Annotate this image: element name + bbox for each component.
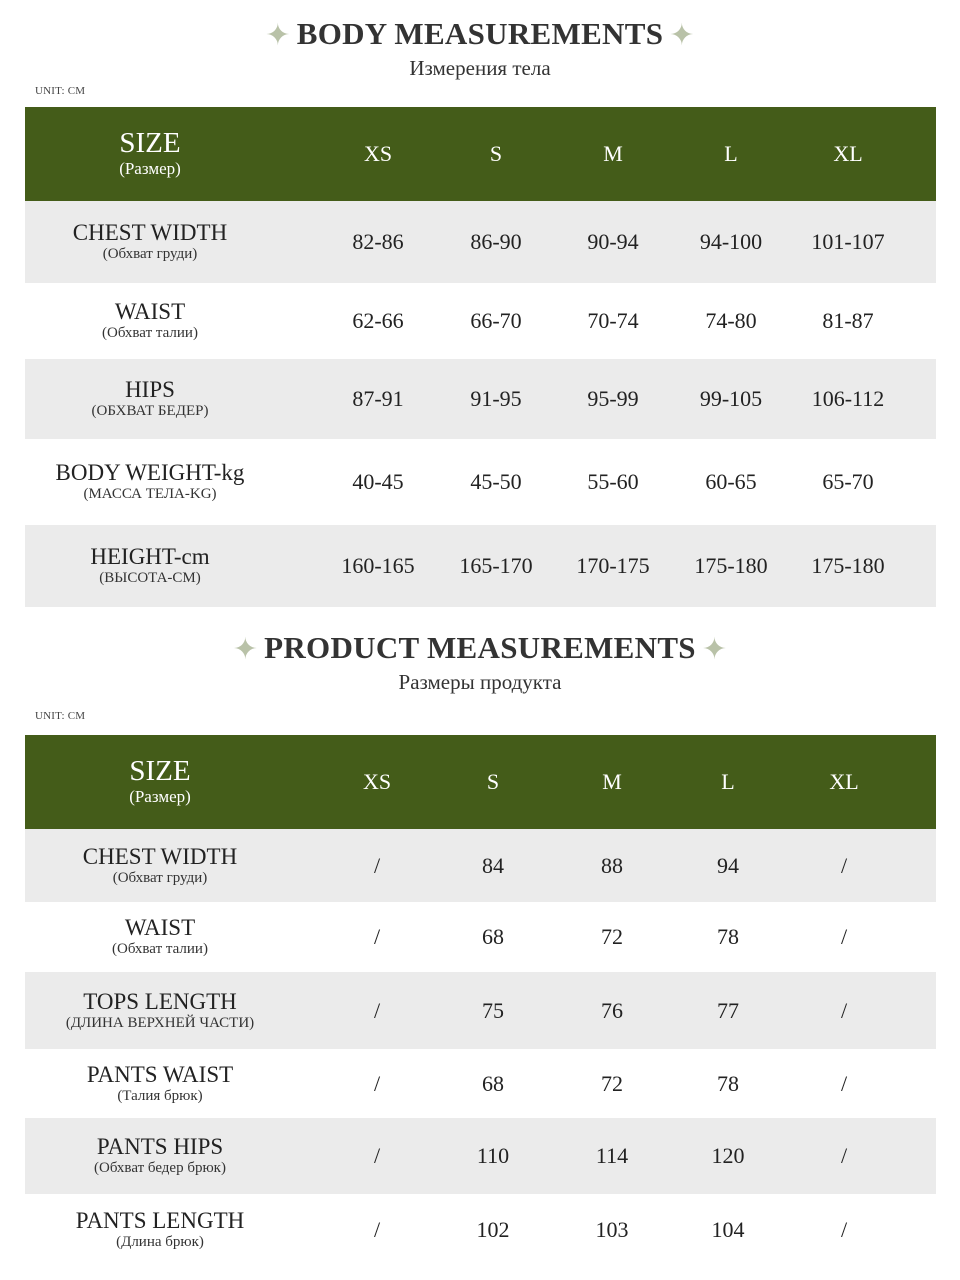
table-row: [25, 201, 936, 283]
row-sublabel: (ОБХВАТ БЕДЕР): [91, 403, 209, 419]
measurement-value: 114: [595, 1143, 629, 1168]
row-label-cell: [25, 902, 295, 972]
row-label-cell: [25, 972, 295, 1049]
measurement-value: 66-70: [470, 308, 522, 333]
size-header-cell: [25, 107, 275, 201]
table-row: [25, 359, 936, 439]
product-unit-label: UNIT: CM: [35, 710, 86, 722]
measurement-value: 62-66: [352, 308, 404, 333]
measurement-value: 87-91: [352, 386, 404, 411]
measurement-value: /: [373, 1143, 381, 1168]
table-row: [25, 902, 936, 972]
measurement-value: 40-45: [352, 469, 404, 494]
row-label-cell: [25, 201, 275, 283]
measurement-value: 160-165: [341, 553, 415, 578]
four-point-star-icon: ✦: [701, 633, 728, 666]
measurement-value: 72: [601, 924, 623, 949]
measurement-value: 88: [601, 852, 623, 878]
measurement-value: 76: [601, 997, 623, 1023]
row-sublabel: (Обхват груди): [112, 869, 208, 886]
body-measurements-table: [25, 107, 936, 607]
measurement-value: 68: [482, 1070, 504, 1096]
measurement-value: 74-80: [705, 308, 757, 333]
size-header-sublabel: (Размер): [119, 159, 181, 178]
measurement-value: /: [840, 1216, 848, 1242]
row-label: PANTS LENGTH: [75, 1207, 245, 1233]
size-column-header: XS: [362, 769, 392, 794]
row-label-cell: [25, 283, 275, 359]
row-sublabel: (ДЛИНА ВЕРХНЕЙ ЧАСТИ): [65, 1014, 255, 1031]
row-label: PANTS WAIST: [86, 1061, 234, 1087]
table-row: [25, 439, 936, 525]
body-header-row: [25, 107, 936, 201]
measurement-value: 72: [601, 1070, 623, 1096]
row-label-cell: [25, 1194, 295, 1265]
measurement-value: /: [373, 997, 381, 1023]
measurement-value: /: [840, 852, 848, 878]
measurement-value: 94: [717, 852, 739, 878]
measurement-value: 101-107: [811, 229, 885, 254]
measurement-value: 103: [595, 1216, 629, 1242]
measurement-value: 78: [717, 924, 739, 949]
body-measurements-title: [0, 16, 960, 52]
size-column-header: XL: [829, 769, 859, 794]
size-column-header: XS: [363, 141, 393, 166]
measurement-value: 95-99: [587, 386, 639, 411]
row-label-cell: [25, 1118, 295, 1194]
measurement-value: 104: [711, 1216, 745, 1242]
row-label: CHEST WIDTH: [82, 843, 238, 869]
product-measurements-subtitle: Размеры продукта: [398, 670, 562, 694]
size-column-header: L: [724, 141, 738, 166]
measurement-value: /: [840, 997, 848, 1023]
measurement-value: 81-87: [822, 308, 874, 333]
row-sublabel: (Талия брюк): [117, 1087, 203, 1104]
measurement-value: 91-95: [470, 386, 522, 411]
row-label: WAIST: [114, 299, 186, 324]
row-sublabel: (МАССА ТЕЛА-KG): [83, 486, 217, 502]
table-row: [25, 525, 936, 607]
body-measurements-subtitle: Измерения тела: [409, 56, 551, 80]
measurement-value: 77: [717, 997, 739, 1023]
row-label: CHEST WIDTH: [72, 220, 228, 245]
four-point-star-icon: ✦: [669, 19, 695, 52]
measurement-value: 84: [482, 852, 504, 878]
row-sublabel: (Обхват талии): [112, 941, 208, 957]
row-label: PANTS HIPS: [96, 1134, 224, 1159]
measurement-value: /: [373, 1070, 381, 1096]
row-sublabel: (Обхват талии): [102, 325, 198, 341]
measurement-value: 106-112: [811, 386, 885, 411]
four-point-star-icon: ✦: [232, 633, 259, 666]
measurement-value: 75: [482, 997, 504, 1023]
table-row: [25, 829, 936, 902]
product-measurements-table: [25, 735, 936, 1265]
measurement-value: 102: [476, 1216, 510, 1242]
size-column-header: S: [489, 141, 503, 166]
measurement-value: 110: [476, 1143, 510, 1168]
product-header-row: [25, 735, 936, 829]
four-point-star-icon: ✦: [265, 19, 291, 52]
table-row: [25, 283, 936, 359]
measurement-value: 68: [482, 924, 504, 949]
size-column-header: XL: [833, 141, 863, 166]
measurement-value: /: [840, 924, 848, 949]
measurement-value: /: [373, 1216, 381, 1242]
measurement-value: 45-50: [470, 469, 522, 494]
row-sublabel: (Длина брюк): [116, 1233, 204, 1250]
measurement-value: 175-180: [811, 553, 885, 578]
size-header-label: SIZE: [119, 127, 181, 159]
table-row: [25, 972, 936, 1049]
measurement-value: 175-180: [694, 553, 768, 578]
row-label: TOPS LENGTH: [83, 988, 237, 1014]
size-column-header: L: [721, 769, 735, 794]
row-label-cell: [25, 829, 295, 902]
measurement-value: /: [840, 1070, 848, 1096]
size-column-header: M: [603, 141, 623, 166]
measurement-value: /: [840, 1143, 848, 1168]
measurement-value: 170-175: [576, 553, 650, 578]
measurement-value: /: [373, 852, 381, 878]
measurement-value: 120: [711, 1143, 745, 1168]
size-column-header: M: [602, 769, 622, 794]
product-title-text: PRODUCT MEASUREMENTS: [264, 630, 696, 665]
row-sublabel: (ВЫСОТА-CM): [99, 570, 201, 586]
measurement-value: 55-60: [587, 469, 639, 494]
row-label: WAIST: [124, 915, 196, 940]
measurement-value: 99-105: [699, 386, 763, 411]
row-label: HEIGHT-cm: [90, 544, 210, 569]
row-label: BODY WEIGHT-kg: [55, 460, 245, 485]
measurement-value: /: [373, 924, 381, 949]
measurement-value: 90-94: [587, 229, 639, 254]
measurement-value: 70-74: [587, 308, 639, 333]
row-label: HIPS: [125, 377, 175, 402]
product-measurements-title: [0, 630, 960, 666]
row-label-cell: [25, 439, 275, 525]
body-title-text: BODY MEASUREMENTS: [296, 16, 664, 51]
measurement-value: 94-100: [699, 229, 763, 254]
measurement-value: 82-86: [352, 229, 404, 254]
row-label-cell: [25, 1049, 295, 1118]
row-sublabel: (Обхват бедер брюк): [94, 1160, 226, 1176]
table-row: [25, 1049, 936, 1118]
body-unit-label: UNIT: CM: [35, 85, 86, 97]
row-label-cell: [25, 359, 275, 439]
size-header-cell: [25, 735, 295, 829]
size-column-header: S: [486, 769, 500, 794]
table-row: [25, 1194, 936, 1265]
measurement-value: 65-70: [822, 469, 874, 494]
measurement-value: 60-65: [705, 469, 757, 494]
measurement-value: 86-90: [470, 229, 522, 254]
size-header-sublabel: (Размер): [129, 787, 191, 806]
size-header-label: SIZE: [129, 755, 191, 787]
measurement-value: 165-170: [459, 553, 533, 578]
table-row: [25, 1118, 936, 1194]
measurement-value: 78: [717, 1070, 739, 1096]
row-sublabel: (Обхват груди): [102, 246, 198, 262]
row-label-cell: [25, 525, 275, 607]
